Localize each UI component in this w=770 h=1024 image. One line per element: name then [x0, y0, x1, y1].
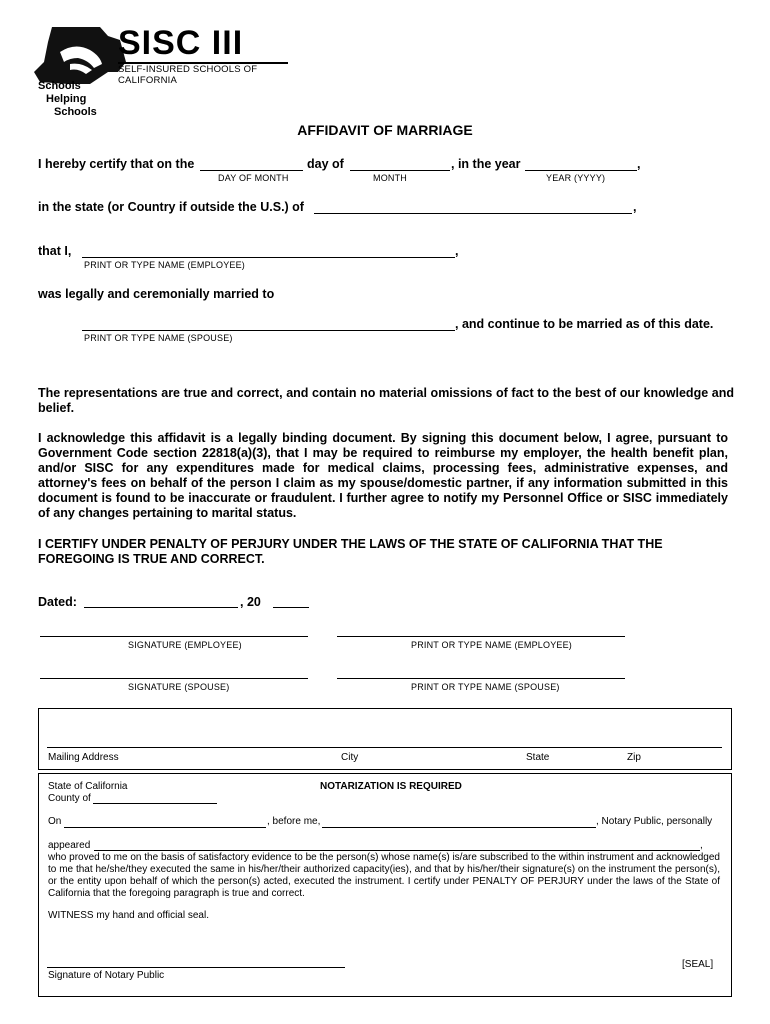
mailing-address-field[interactable]: [47, 747, 722, 748]
married-to-text: was legally and ceremonially married to: [38, 287, 275, 301]
continue-married-text: , and continue to be married as of this date.: [455, 317, 714, 331]
day-of-month-label: DAY OF MONTH: [218, 173, 289, 183]
year-field[interactable]: [525, 170, 637, 171]
print-employee-field[interactable]: [337, 636, 625, 637]
logo: [30, 22, 300, 122]
state-country-text: in the state (or Country if outside the U.S.) of: [38, 200, 304, 214]
signature-spouse-field[interactable]: [40, 678, 308, 679]
print-spouse-field[interactable]: [337, 678, 625, 679]
day-of-text: day of: [307, 157, 344, 171]
notary-county-field[interactable]: [93, 803, 217, 804]
year-label: YEAR (YYYY): [546, 173, 606, 183]
logo-tagline-1: Schools: [38, 80, 81, 92]
dated-field[interactable]: [84, 607, 238, 608]
notary-signature-label: Signature of Notary Public: [48, 970, 165, 981]
city-label: City: [341, 752, 359, 763]
employee-name-field[interactable]: [82, 257, 455, 258]
notary-on-label: On: [48, 816, 62, 827]
notary-name-field[interactable]: [322, 827, 596, 828]
notary-county-label: County of: [48, 793, 91, 804]
employee-name-label: PRINT OR TYPE NAME (EMPLOYEE): [84, 260, 245, 270]
state-country-field[interactable]: [314, 213, 632, 214]
logo-tagline-2: Helping: [46, 93, 87, 105]
acknowledgement-paragraph: I acknowledge this affidavit is a legally binding document. By signing this document below, I agree, pursuant to Government Code section 22818(a)(3), that I may be required to reimburse my employer, the health benefit plan, and/or SISC for any expenditures made for medical claims, processing fees, administrative expenses, and attorney's fees on behalf of the person I claim as my spouse/domestic partner, if any information submitted in this document is found to be inaccurate or fraudulent. I further agree to notify my Personnel Office or SISC immediately of any changes pertaining to marital status.: [38, 431, 728, 520]
notarization-required: NOTARIZATION IS REQUIRED: [320, 781, 462, 792]
page-title: AFFIDAVIT OF MARRIAGE: [297, 122, 473, 138]
signature-spouse-label: SIGNATURE (SPOUSE): [128, 682, 230, 692]
signature-employee-label: SIGNATURE (EMPLOYEE): [128, 640, 242, 650]
perjury-paragraph: I CERTIFY UNDER PENALTY OF PERJURY UNDER THE LAWS OF THE STATE OF CALIFORNIA THAT THE FOREGOING IS TRUE AND CORRECT.: [38, 537, 663, 566]
dated-label: Dated:: [38, 595, 77, 609]
dated-year-prefix: , 20: [240, 595, 261, 609]
notary-signature-field[interactable]: [47, 967, 345, 968]
notary-date-field[interactable]: [64, 827, 266, 828]
signature-employee-field[interactable]: [40, 636, 308, 637]
notary-appeared-field[interactable]: [94, 850, 700, 851]
notary-state: State of California: [48, 781, 128, 792]
certify-text: I hereby certify that on the: [38, 157, 195, 171]
month-field[interactable]: [350, 170, 450, 171]
logo-title: SISC III: [118, 24, 244, 62]
logo-tagline-3: Schools: [54, 106, 97, 118]
zip-label: Zip: [627, 752, 641, 763]
notary-body: who proved to me on the basis of satisfactory evidence to be the person(s) whose name(s) is/are subscribed to the within instrument and acknowledged to me that he/she/they executed the same in his/her/their authorized capacity(ies), and that by his/her/their signature(s) on the instrument the person(s), or the entity upon behalf of which the person(s) acted, executed the instrument. I certify under PENALTY OF PERJURY under the laws of the State of California that the foregoing paragraph is true and correct.: [48, 852, 720, 899]
notary-seal: [SEAL]: [682, 959, 714, 970]
representations-paragraph: The representations are true and correct, and contain no material omissions of fact to the best of our knowledge and belief.: [38, 386, 734, 415]
in-the-year-text: , in the year: [451, 157, 521, 171]
spouse-name-label: PRINT OR TYPE NAME (SPOUSE): [84, 333, 233, 343]
month-label: MONTH: [373, 173, 407, 183]
notary-before-me: , before me,: [267, 816, 321, 827]
spouse-name-field[interactable]: [82, 330, 455, 331]
dated-year-field[interactable]: [273, 607, 309, 608]
print-spouse-label: PRINT OR TYPE NAME (SPOUSE): [411, 682, 560, 692]
logo-subtitle: SELF-INSURED SCHOOLS OF CALIFORNIA: [118, 64, 258, 86]
notary-public-text: , Notary Public, personally: [596, 816, 713, 827]
mailing-address-label: Mailing Address: [48, 752, 119, 763]
state-label: State: [526, 752, 550, 763]
that-i-text: that I,: [38, 244, 72, 258]
print-employee-label: PRINT OR TYPE NAME (EMPLOYEE): [411, 640, 572, 650]
notary-appeared-label: appeared: [48, 840, 91, 851]
notary-witness: WITNESS my hand and official seal.: [48, 910, 209, 921]
day-of-month-field[interactable]: [200, 170, 303, 171]
